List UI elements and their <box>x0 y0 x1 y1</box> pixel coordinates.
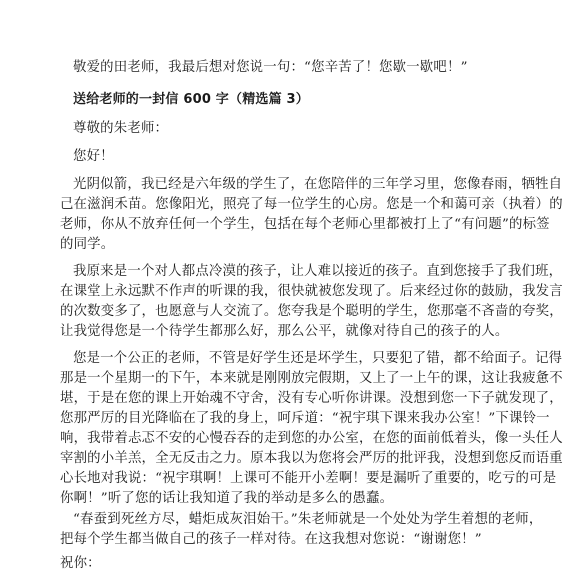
sign-off: 祝你： <box>60 556 101 571</box>
paragraph-3-line-8: 你啊！”听了您的话让我知道了我的举动是多么的愚蠢。 <box>60 491 394 506</box>
greeting: 您好！ <box>73 149 114 164</box>
paragraph-1-line-4: 的同学。 <box>60 237 115 252</box>
paragraph-1-line-1: 光阴似箭，我已经是六年级的学生了，在您陪伴的三年学习里，您像春雨，牺牲自 <box>73 177 563 192</box>
paragraph-1-line-3: 老师，你从不放弃任何一个学生，包括在每个老师心里都被打上了“有问题”的标签 <box>60 217 550 232</box>
paragraph-3-line-5: 响，我带着忐忑不安的心慢吞吞的走到您的办公室，在您的面前低着头，像一头任人 <box>60 431 563 446</box>
paragraph-3-line-3: 堪，于是在您的课上开始魂不守舍，没有专心听你讲课。没想到您一下子就发现了， <box>60 391 563 406</box>
paragraph-1-line-2: 己在滋润禾苗。您像阳光，照亮了每一位学生的心房。您是一个和蔼可亲（执着）的 <box>60 197 563 212</box>
paragraph-3-line-2: 那是一个星期一的下午，本来就是刚刚放完假期，又上了一上午的课，这让我疲惫不 <box>60 371 563 386</box>
paragraph-3-line-6: 宰割的小羊羔，全无反击之力。原本我以为您将会严厉的批评我，没想到您反而语重 <box>60 451 563 466</box>
paragraph-4-line-2: 把每个学生都当做自己的孩子一样对待。在这我想对您说：“谢谢您！” <box>60 532 482 547</box>
salutation: 尊敬的朱老师： <box>73 121 169 136</box>
paragraph-3-line-7: 心长地对我说：“祝宇琪啊！上课可不能开小差啊！要是漏听了重要的，吃亏的可是 <box>60 471 557 486</box>
paragraph-2-line-4: 让我觉得您是一个待学生都那么好，那么公平，就像对待自己的孩子的人。 <box>60 324 509 339</box>
paragraph-2-line-3: 的次数变多了，也愿意与人交流了。您夸我是个聪明的学生，您那毫不吝啬的夸奖， <box>60 304 563 319</box>
section-heading: 送给老师的一封信 600 字（精选篇 3） <box>73 92 309 107</box>
paragraph-4-line-1: “春蚕到死丝方尽，蜡炬成灰泪始干。”朱老师就是一个处处为学生着想的老师， <box>73 512 543 527</box>
closing-line: 敬爱的田老师，我最后想对您说一句：“您辛苦了！您歇一歇吧！” <box>73 60 468 75</box>
paragraph-3-line-1: 您是一个公正的老师，不管是好学生还是坏学生，只要犯了错，都不给面子。记得 <box>73 351 563 366</box>
paragraph-3-line-4: 您那严厉的目光降临在了我的身上，呵斥道：“祝宇琪下课来我办公室！”下课铃一 <box>60 411 550 426</box>
paragraph-2-line-1: 我原来是一个对人都点冷漠的孩子，让人难以接近的孩子。直到您接手了我们班， <box>73 264 563 279</box>
paragraph-2-line-2: 在课堂上永远默不作声的听课的我，很快就被您发现了。后来经过你的鼓励，我发言 <box>60 284 563 299</box>
